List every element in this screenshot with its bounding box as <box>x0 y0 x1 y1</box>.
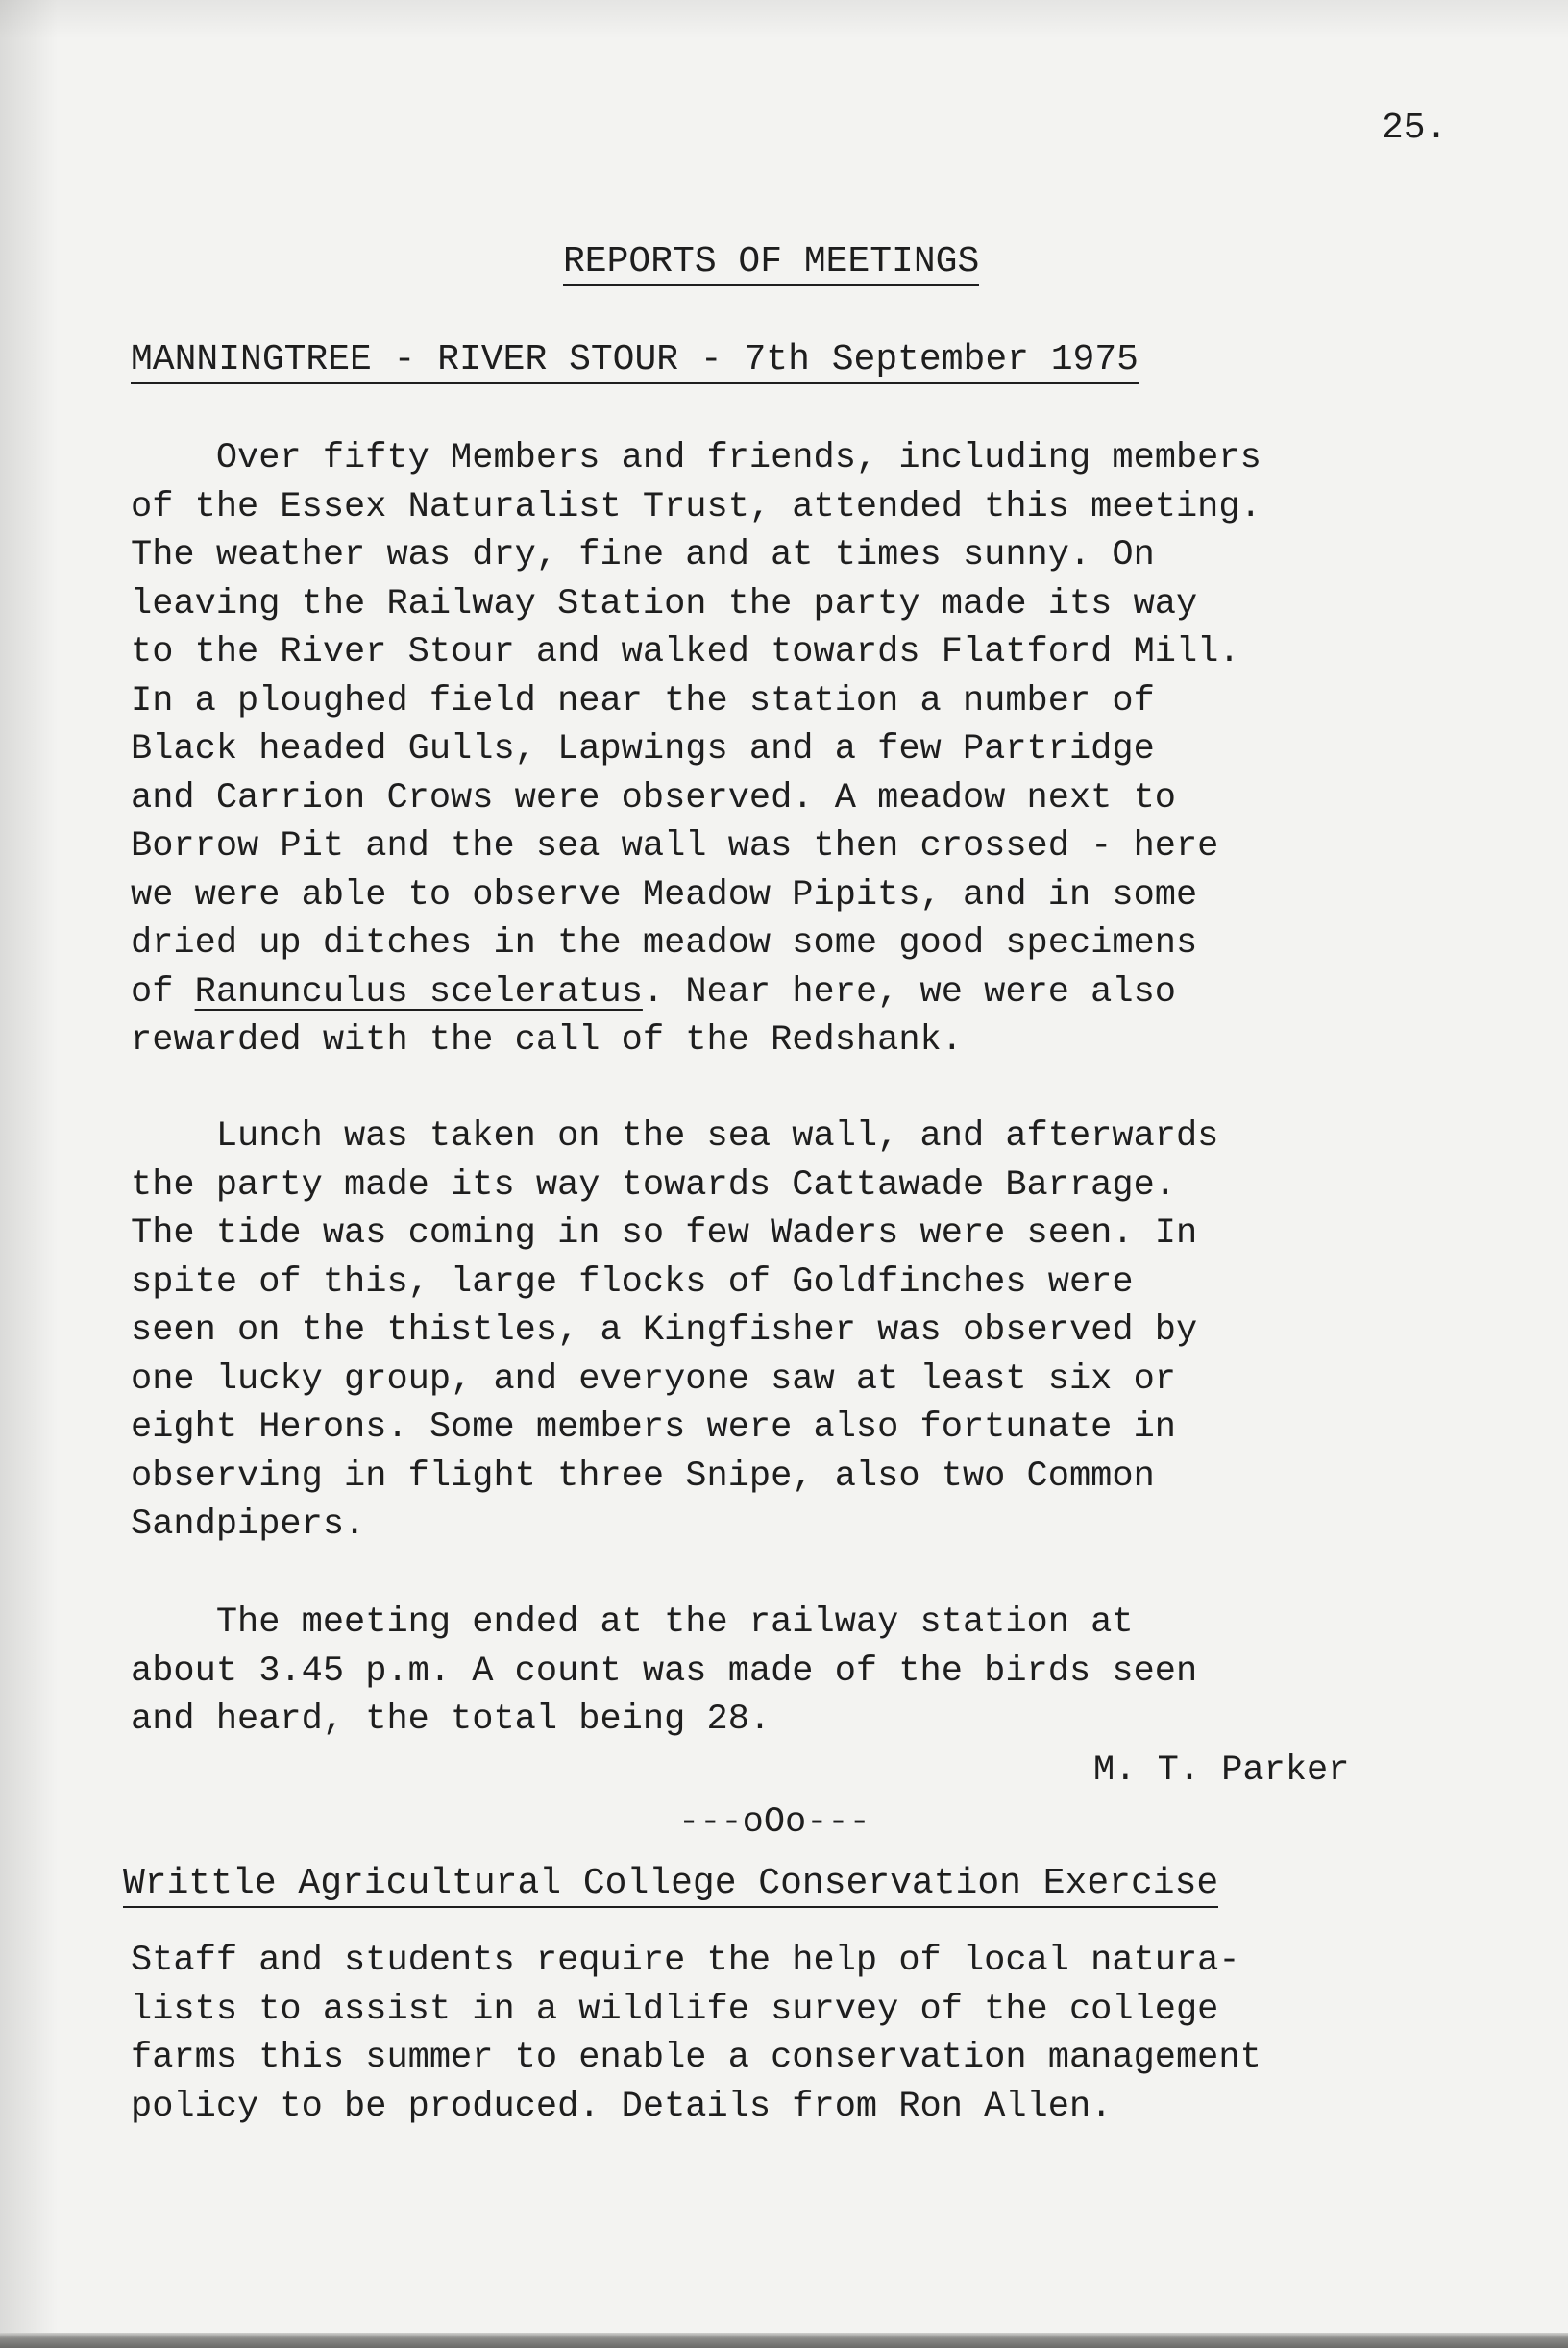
text-line: The weather was dry, fine and at times sunny. On <box>131 535 1155 575</box>
text-line: leaving the Railway Station the party made its way <box>131 583 1198 624</box>
text-line: and Carrion Crows were observed. A meadow next to <box>131 777 1176 819</box>
text-line: Lunch was taken on the sea wall, and afterwards <box>131 1116 1219 1157</box>
text-line: In a ploughed field near the station a number of <box>131 680 1155 722</box>
report-paragraph-1 <box>131 434 1262 1065</box>
text-line: The tide was coming in so few Waders were seen. In <box>131 1213 1198 1254</box>
text-line: observing in flight three Snipe, also two Common <box>131 1455 1155 1497</box>
text-line: rewarded with the call of the Redshank. <box>131 1020 963 1061</box>
text-line: eight Herons. Some members were also fortunate in <box>131 1407 1176 1448</box>
text-line: one lucky group, and everyone saw at least six or <box>131 1358 1176 1400</box>
page-number: 25. <box>1382 108 1448 149</box>
text-line: we were able to observe Meadow Pipits, and in some <box>131 874 1198 916</box>
text-line: Borrow Pit and the sea wall was then crossed - here <box>131 826 1219 867</box>
text-line: policy to be produced. Details from Ron Allen. <box>131 2086 1113 2127</box>
text-line: the party made its way towards Cattawade Barrage. <box>131 1164 1176 1206</box>
text-line: about 3.45 p.m. A count was made of the birds seen <box>131 1651 1198 1692</box>
notice-paragraph <box>131 1937 1262 2131</box>
report-paragraph-2 <box>131 1113 1218 1550</box>
text-line: Black headed Gulls, Lapwings and a few Partridge <box>131 729 1155 770</box>
text-line: of the Essex Naturalist Trust, attended this meeting. <box>131 486 1262 527</box>
section-separator: ---oOo--- <box>678 1802 870 1843</box>
text-line: lists to assist in a wildlife survey of the college <box>131 1989 1219 2030</box>
text-line: The meeting ended at the railway station at <box>131 1602 1134 1643</box>
text-line-suffix: . Near here, we were also <box>642 971 1176 1013</box>
text-line: and heard, the total being 28. <box>131 1700 772 1740</box>
page-heading: REPORTS OF MEETINGS <box>563 240 979 286</box>
text-line-prefix: of <box>131 971 195 1013</box>
text-line: spite of this, large flocks of Goldfinches were <box>131 1261 1134 1303</box>
text-line: farms this summer to enable a conservation management <box>131 2038 1262 2078</box>
text-line: seen on the thistles, a Kingfisher was observed by <box>131 1310 1198 1351</box>
text-line: dried up ditches in the meadow some good specimens <box>131 923 1198 964</box>
report-paragraph-3 <box>131 1599 1197 1745</box>
text-line: Sandpipers. <box>131 1504 366 1545</box>
text-line: to the River Stour and walked towards Flatford Mill. <box>131 632 1240 673</box>
species-name-underlined: Ranunculus sceleratus <box>194 971 643 1013</box>
report-title: MANNINGTREE - RIVER STOUR - 7th September 1975 <box>131 338 1139 384</box>
text-line: Staff and students require the help of local natura- <box>131 1941 1240 1981</box>
notice-title: Writtle Agricultural College Conservation Exercise <box>123 1862 1218 1908</box>
report-signature: M. T. Parker <box>1093 1750 1350 1791</box>
page-bottom-edge <box>0 2333 1568 2348</box>
text-line: Over fifty Members and friends, including members <box>131 438 1262 478</box>
